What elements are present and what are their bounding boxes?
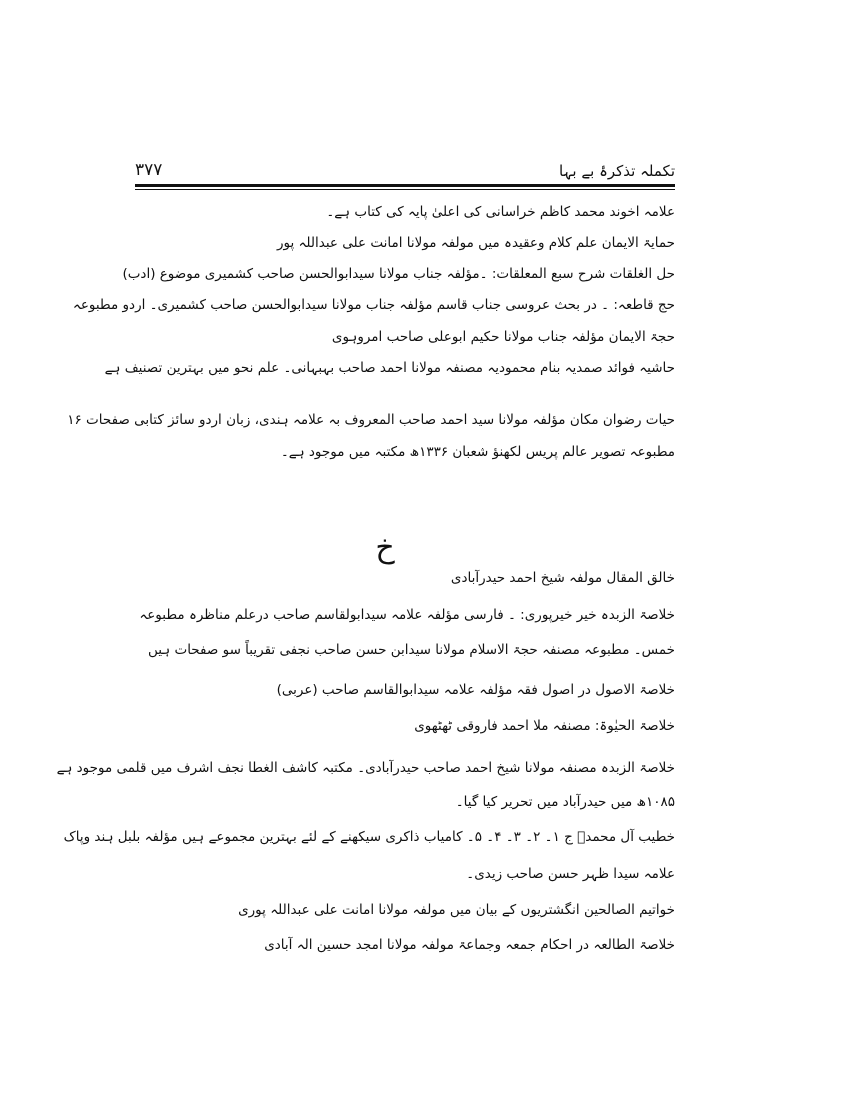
entry-khatib-aal-muhammad: خطیب آل محمدؐ ج ۱۔ ۲۔ ۳۔ ۴۔ ۵۔ کامیاب ذاکری سیکھنے کے لئے بہترین مجموعے ہیں مؤلفہ بلبل ہند وپاک xyxy=(63,829,675,845)
entry-khulasat-ul-hayat: خلاصۃ الحیٰوۃ: مصنفہ ملا احمد فاروقی ٹھٹھوی xyxy=(414,718,675,734)
entry-khulasat-ul-usul: خلاصۃ الاصول در اصول فقہ مؤلفہ علامہ سیدابوالقاسم صاحب (عربی) xyxy=(276,682,675,698)
text-line: علامہ اخوند محمد کاظم خراسانی کی اعلیٰ پایہ کی کتاب ہے۔ xyxy=(326,204,675,220)
section-heading-letter: خ xyxy=(375,530,395,565)
entry-khums: خمس۔ مطبوعہ مصنفہ حجۃ الاسلام مولانا سیدابن حسن صاحب نجفی تقریباً سو صفحات ہیں xyxy=(147,642,675,658)
text-line: علامہ سیدا ظہر حسن صاحب زیدی۔ xyxy=(466,866,675,882)
text-line: مطبوعہ تصویر عالم پریس لکھنؤ شعبان ۱۳۳۶ھ مکتبہ میں موجود ہے۔ xyxy=(280,444,675,460)
entry-hall-ul-ghalaqat: حل الغلقات شرح سبع المعلقات: ۔مؤلفہ جناب مولانا سیدابوالحسن صاحب کشمیری موضوع (ادب) xyxy=(122,266,675,282)
entry-hayat-rizwan: حیات رضوان مکان مؤلفہ مولانا سید احمد صاحب المعروف بہ علامہ ہندی، زبان اردو سائز کتابی صفحات ۱۶ xyxy=(67,412,675,428)
entry-hashiya-fawaid: حاشیہ فوائد صمدیہ بنام محمودیہ مصنفہ مولانا احمد صاحب بہبہانی۔ علم نحو میں بہترین تصنیف ہے xyxy=(104,360,675,376)
entry-hujjat-ul-iman: حجۃ الایمان مؤلفہ جناب مولانا حکیم ابوعلی صاحب امروہوی xyxy=(331,329,675,345)
running-title: تکملہ تذکرۂ بے بہا xyxy=(559,162,675,180)
entry-khawatim-us-saliheen: خواتیم الصالحین انگشتریوں کے بیان میں مولفہ مولانا امانت علی عبداللہ پوری xyxy=(238,902,675,918)
header-rule-thin xyxy=(135,189,675,190)
entry-khaliq-ul-maqal: خالق المقال مولفہ شیخ احمد حیدرآبادی xyxy=(450,570,675,586)
text-line: ۱۰۸۵ھ میں حیدرآباد میں تحریر کیا گیا۔ xyxy=(455,794,675,810)
entry-himayat-ul-iman: حمایۃ الایمان علم کلام وعقیدہ میں مولفہ مولانا امانت علی عبداللہ پور xyxy=(276,235,675,251)
header-rule-thick xyxy=(135,184,675,187)
entry-hajj-qatia: حج قاطعہ: ۔ در بحث عروسی جناب قاسم مؤلفہ جناب مولانا سیدابوالحسن صاحب کشمیری۔ اردو مطبوعہ xyxy=(72,297,675,313)
page-header xyxy=(135,160,675,182)
entry-khulasat-ut-tal-ah: خلاصۃ الطالعہ در احکام جمعہ وجماعۃ مولفہ مولانا امجد حسین الہ آبادی xyxy=(264,937,675,953)
entry-khulasat-uz-zubda-khairpuri: خلاصۃ الزبدہ خیر خیرپوری: ۔ فارسی مؤلفہ علامہ سیدابولقاسم صاحب درعلم مناظرہ مطبوعہ xyxy=(139,607,675,623)
page-number: ۳۷۷ xyxy=(135,160,163,180)
entry-khulasat-uz-zubda: خلاصۃ الزبدہ مصنفہ مولانا شیخ احمد صاحب حیدرآبادی۔ مکتبہ کاشف الغطا نجف اشرف میں قلمی موجود ہے xyxy=(56,760,675,776)
